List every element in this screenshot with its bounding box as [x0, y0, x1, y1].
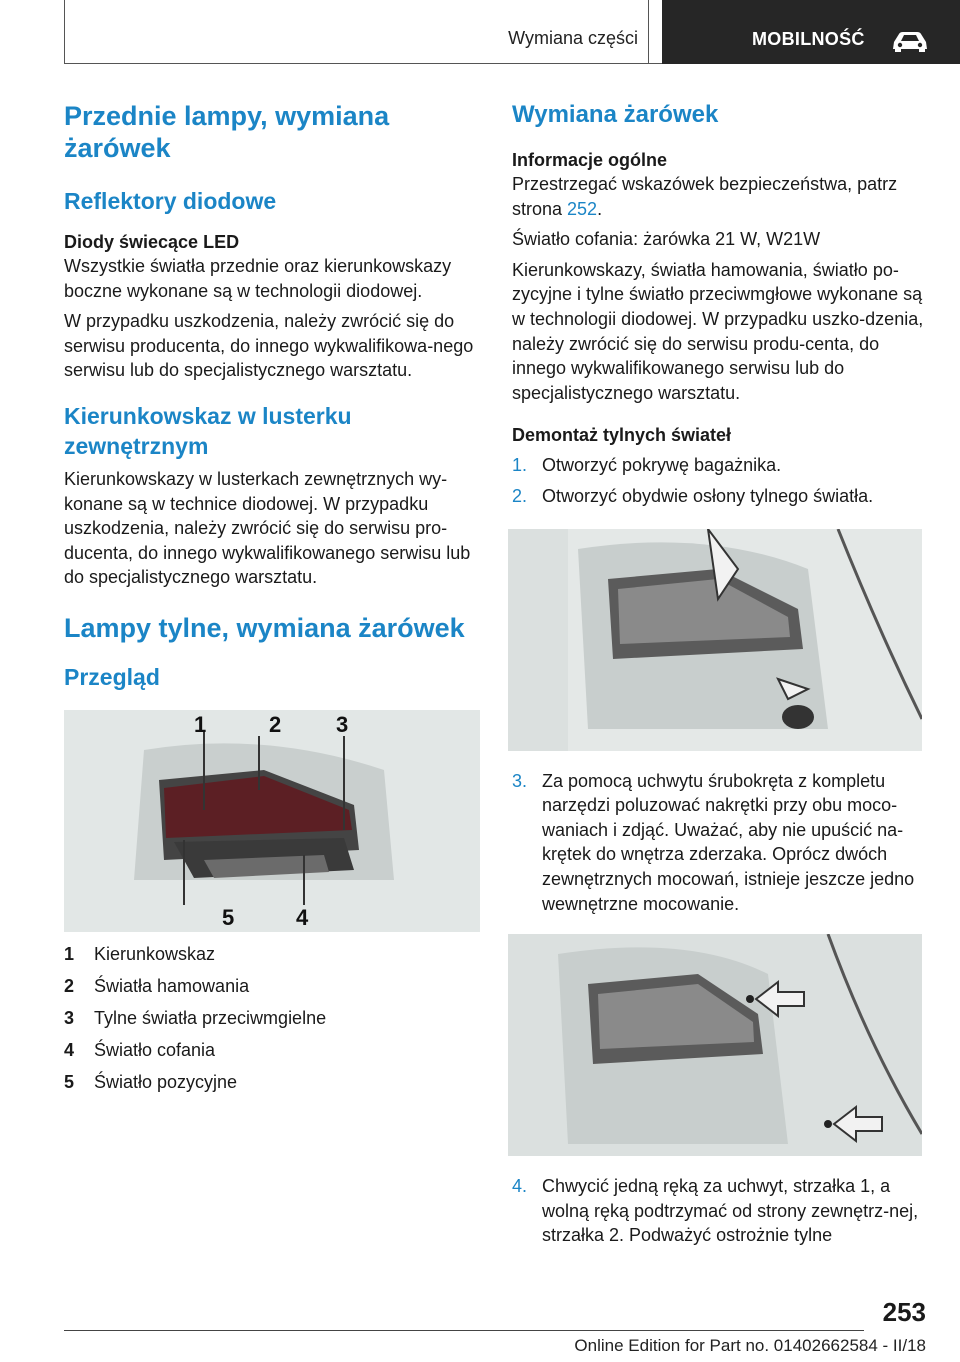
legend-text: Kierunkowskaz	[94, 943, 216, 964]
right-column	[512, 100, 926, 1248]
steps-list	[512, 453, 926, 508]
step-text: Chwycić jedną ręką za uchwyt, strzałka 1, a wolną ręką podtrzymać od strony zewnętrz-nej, strzałka 2. Podważyć ostrożnie tylne	[542, 1176, 919, 1246]
general-paragraph-1-text: Przestrzegać wskazówek bezpieczeństwa, patrz strona	[512, 174, 898, 219]
legend-item	[64, 1034, 480, 1066]
step-text: Za pomocą uchwytu śrubokręta z kompletu narzędzi poluzować nakrętki przy obu moco-waniach i zdjąć. Uważać, aby nie upuścić na-krętek do wnętrza zderzaka. Oprócz dwóch zewnętrznych mocowań, istnieje jeszcze jedno wewnętrzne mocowanie.	[542, 770, 915, 914]
step-text: Otworzyć obydwie osłony tylnego światła.	[542, 485, 874, 506]
figure-legend	[64, 938, 480, 1098]
mirror-indicator-heading: Kierunkowskaz w lusterku zewnętrznym	[64, 402, 352, 459]
nut-removal-figure	[508, 934, 922, 1156]
page-number: 253	[882, 1297, 926, 1327]
step-item	[512, 1174, 926, 1248]
figure-label-3: 3	[336, 711, 349, 737]
tail-lamp-cover-illustration	[508, 529, 922, 751]
rear-lamp-overview-figure	[64, 710, 480, 932]
mirror-paragraph: Kierunkowskazy w lusterkach zewnętrznych wy-konane są w technice diodowej. W przypadku uszkodzenia, należy zwrócić się do serwisu pro-ducenta, do innego wykwalifikowanego serwisu lub do specjalistycznego warsztatu.	[64, 468, 471, 588]
step-text: Otworzyć pokrywę bagażnika.	[542, 455, 782, 476]
general-info-subtitle: Informacje ogólne	[512, 150, 668, 170]
step-item	[512, 484, 926, 509]
led-paragraph-2: W przypadku uszkodzenia, należy zwrócić się do serwisu producenta, do innego wykwalifikowa-nego serwisu lub do specjalistycznego warsztatu.	[64, 311, 474, 381]
step-number: 2.	[512, 485, 528, 506]
general-paragraph-2: Światło cofania: żarówka 21 W, W21W	[512, 229, 821, 250]
legend-text: Tylne światła przeciwmgielne	[94, 1007, 327, 1028]
legend-number: 3	[64, 1007, 75, 1028]
removal-subtitle: Demontaż tylnych świateł	[512, 425, 732, 446]
footer-divider	[64, 1330, 864, 1331]
legend-number: 1	[64, 943, 75, 964]
general-paragraph-1	[512, 172, 926, 221]
overview-heading: Przegląd	[64, 663, 160, 690]
footer-edition: Online Edition for Part no. 01402662584 - II/18	[574, 1336, 926, 1355]
header-divider-left	[64, 0, 65, 64]
led-headlights-heading: Reflektory diodowe	[64, 188, 277, 214]
tail-lamp-nuts-illustration	[508, 934, 922, 1156]
figure-label-1: 1	[194, 711, 207, 737]
cover-opening-figure	[508, 529, 922, 751]
bulb-replacement-heading: Wymiana żarówek	[512, 101, 719, 128]
legend-text: Światło pozycyjne	[94, 1071, 238, 1092]
header-underline	[64, 63, 662, 64]
left-column	[64, 100, 480, 1098]
legend-number: 4	[64, 1039, 75, 1060]
legend-item	[64, 970, 480, 1002]
header-chapter-tab	[662, 0, 960, 64]
legend-item	[64, 1002, 480, 1034]
figure-label-4: 4	[296, 904, 309, 930]
rear-lamps-title: Lampy tylne, wymiana żarówek	[64, 612, 465, 643]
legend-item	[64, 938, 480, 970]
led-subtitle: Diody świecące LED	[64, 232, 240, 252]
general-paragraph-3: Kierunkowskazy, światła hamowania, światło po-zycyjne i tylne światło przeciwmgłowe wykonane są w technologii diodowej. W przypadku uszko-dzenia, należy zwrócić się do serwisu produ-centa, do innego wykwalifikowanego serwisu lub do specjalistycznego warsztatu.	[512, 259, 924, 403]
header-section-title: Wymiana części	[508, 28, 638, 48]
step-item	[512, 769, 926, 917]
legend-item	[64, 1066, 480, 1098]
header-chapter-label: MOBILNOŚĆ	[752, 29, 865, 49]
figure-label-2: 2	[269, 711, 282, 737]
figure-label-5: 5	[222, 904, 235, 930]
legend-text: Światło cofania	[94, 1039, 216, 1060]
page-reference-link[interactable]: 252	[567, 198, 598, 219]
led-paragraph-1: Wszystkie światła przednie oraz kierunkowskazy boczne wykonane są w technologii diodowej.	[64, 256, 452, 301]
step-item	[512, 453, 926, 478]
header-divider-mid	[648, 0, 649, 64]
rear-lamp-illustration	[64, 710, 480, 932]
general-paragraph-1-end: .	[597, 198, 603, 219]
legend-number: 5	[64, 1071, 75, 1092]
car-icon	[890, 30, 930, 52]
legend-number: 2	[64, 975, 75, 996]
step-number: 1.	[512, 455, 528, 476]
step-number: 4.	[512, 1176, 528, 1197]
step-number: 3.	[512, 770, 528, 791]
legend-text: Światła hamowania	[94, 975, 250, 996]
front-lamps-title: Przednie lampy, wymiana żarówek	[64, 101, 390, 163]
